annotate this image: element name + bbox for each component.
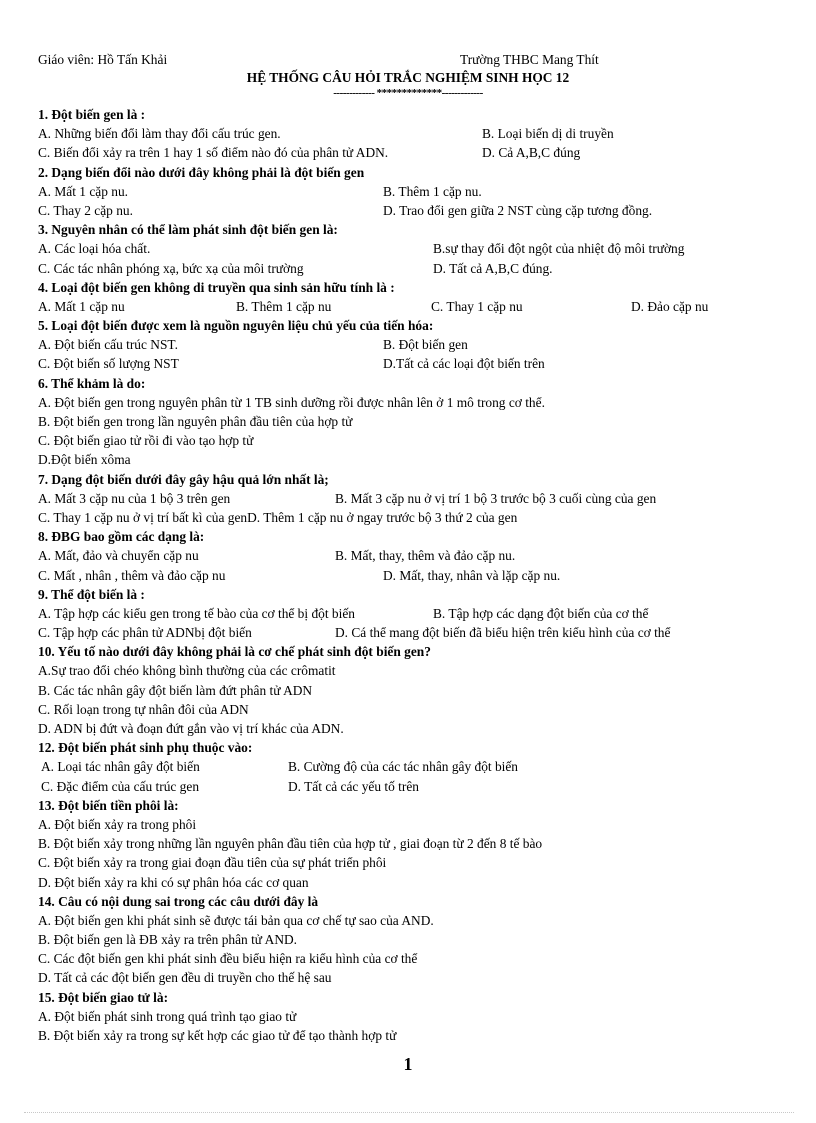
answer-option: A. Những biến đổi làm thay đổi cấu trúc gen. [38,126,281,142]
answer-option: B. Đột biến gen [383,337,468,353]
question-block [38,374,778,470]
question-stem: 12. Đột biến phát sinh phụ thuộc vào: [38,740,253,756]
answer-option: B. Đột biến gen là ĐB xảy ra trên phân tử AND. [38,932,298,948]
answer-option: C. Thay 2 cặp nu. [38,202,133,218]
teacher-name: Giáo viên: Hồ Tấn Khải [38,52,168,67]
answer-option: C. Thay 1 cặp nu [431,298,523,314]
question-block [38,163,778,221]
question-block [38,470,778,528]
question-stem: 3. Nguyên nhân có thể làm phát sinh đột biến gen là: [38,222,338,238]
answer-option: C. Biến đổi xảy ra trên 1 hay 1 số điểm nào đó của phân tử ADN. [38,145,389,161]
answer-row [38,239,778,258]
answer-option: C. Thay 1 cặp nu ở vị trí bất kì của genD. Thêm 1 cặp nu ở ngay trước bộ 3 thứ 2 của gen [38,509,518,525]
answer-option: A. Đột biến cấu trúc NST. [38,337,178,353]
answer-option: C. Đột biến giao tử rồi đi vào tạo hợp tử [38,433,254,449]
answer-option: C. Tập hợp các phân tử ADNbị đột biến [38,625,252,641]
answer-option: D. Tất cả các yếu tố trên [288,778,419,794]
document-page [38,52,778,1045]
answer-option: A.Sự trao đổi chéo không bình thường của các crômatit [38,663,336,679]
answer-row [38,201,778,220]
answer-row [38,259,778,278]
answer-option: B. Các tác nhân gây đột biến làm đứt phân tử ADN [38,682,313,698]
answer-row [38,508,778,527]
answer-option: B. Đột biến xảy ra trong sự kết hợp các giao tử để tạo thành hợp tử [38,1028,397,1043]
question-stem: 6. Thể khảm là do: [38,375,146,391]
answer-option: A. Đột biến xảy ra trong phôi [38,816,197,832]
answer-row [38,182,778,201]
answer-option: D. Tất cả A,B,C đúng. [433,260,553,276]
answer-option: A. Mất 1 cặp nu [38,298,125,314]
answer-option: A. Đột biến phát sinh trong quá trình tạo giao tử [38,1008,297,1024]
answer-option: C. Rối loạn trong tự nhân đôi của ADN [38,701,249,717]
question-stem: 10. Yếu tố nào dưới đây không phải là cơ chế phát sinh đột biến gen? [38,644,431,660]
question-block [38,585,778,643]
answer-option: A. Tập hợp các kiểu gen trong tế bào của cơ thể bị đột biến [38,605,355,621]
question-stem: 7. Dạng đột biến dưới đây gây hậu quả lớn nhất là; [38,471,329,487]
answer-option: B. Cường độ của các tác nhân gây đột biến [288,759,519,775]
answer-row [38,623,778,642]
answer-option: C. Mất , nhân , thêm và đảo cặp nu [38,567,226,583]
answer-option: B. Mất 3 cặp nu ở vị trí 1 bộ 3 trước bộ 3 cuối cùng của gen [335,490,657,506]
header-row [38,52,778,68]
question-list [38,105,778,1045]
question-block [38,892,778,988]
answer-option: D. ADN bị đứt và đoạn đứt gắn vào vị trí khác của ADN. [38,721,344,736]
question-stem: 4. Loại đột biến gen không di truyền qua sinh sản hữu tính là : [38,279,395,295]
answer-option: C. Đột biến xảy ra trong giai đoạn đầu tiên của sự phát triển phôi [38,855,387,871]
answer-row [38,757,778,776]
question-stem: 1. Đột biến gen là : [38,107,146,122]
answer-option: D.Đột biến xôma [38,452,131,468]
answer-row [38,546,778,565]
answer-option: A. Mất 3 cặp nu của 1 bộ 3 trên gen [38,490,231,506]
question-stem: 14. Câu có nội dung sai trong các câu dưới đây là [38,893,319,909]
answer-option: D. Mất, thay, nhân và lặp cặp nu. [383,567,561,583]
school-name: Trường THBC Mang Thít [460,52,599,67]
question-block [38,220,778,278]
question-block [38,738,778,796]
answer-row [38,143,778,162]
question-stem: 15. Đột biến giao tử là: [38,989,169,1005]
question-block [38,796,778,892]
answer-option: B. Mất, thay, thêm và đảo cặp nu. [335,548,516,564]
answer-option: D. Cả A,B,C đúng [482,145,581,161]
question-stem: 9. Thể đột biến là : [38,586,145,602]
answer-option: D. Đột biến xảy ra khi có sự phân hóa các cơ quan [38,874,309,890]
answer-row [38,777,778,796]
answer-option: C. Các đột biến gen khi phát sinh đều biểu hiện ra kiểu hình của cơ thể [38,951,418,967]
answer-option: A. Đột biến gen trong nguyên phân từ 1 TB sinh dưỡng rồi được nhân lên ở 1 mô trong cơ thể. [38,394,545,410]
answer-option: B. Đột biến gen trong lần nguyên phân đầu tiên của hợp tử [38,414,353,429]
question-stem: 13. Đột biến tiền phôi là: [38,797,179,813]
answer-row [38,354,778,373]
page-bottom-rule [24,1112,794,1113]
answer-option: A. Đột biến gen khi phát sinh sẽ được tái bản qua cơ chế tự sao của AND. [38,912,434,928]
question-block [38,105,778,163]
answer-option: A. Các loại hóa chất. [38,241,151,257]
question-block [38,642,778,738]
answer-row [38,124,778,143]
question-stem: 2. Dạng biến đổi nào dưới đây không phải là đột biến gen [38,164,365,180]
answer-option: D. Đảo cặp nu [631,298,709,314]
page-number: 1 [403,1054,413,1074]
answer-option: B.sự thay đổi đột ngột của nhiệt độ môi trường [433,241,685,257]
answer-option: B. Đột biến xảy trong những lần nguyên phân đầu tiên của hợp tử , giai đoạn từ 2 đến 8 tế bào [38,836,543,852]
answer-row [38,335,778,354]
answer-option: A. Mất 1 cặp nu. [38,183,128,199]
answer-row [38,604,778,623]
document-title: HỆ THỐNG CÂU HỎI TRẮC NGHIỆM SINH HỌC 12 [246,70,570,85]
question-block [38,988,778,1046]
answer-option: B. Tập hợp các dạng đột biến của cơ thể [433,605,649,621]
question-block [38,316,778,374]
answer-option: D. Cá thể mang đột biến đã biểu hiện trên kiểu hình của cơ thể [335,625,671,641]
answer-option: D.Tất cả các loại đột biến trên [383,356,545,372]
answer-option: C. Đặc điểm của cấu trúc gen [41,778,200,794]
answer-option: D. Tất cả các đột biến gen đều di truyền cho thế hệ sau [38,970,332,986]
answer-option: C. Các tác nhân phóng xạ, bức xạ của môi trường [38,260,304,276]
question-block [38,278,778,316]
answer-row [38,566,778,585]
answer-option: D. Trao đổi gen giữa 2 NST cùng cặp tương đồng. [383,202,653,218]
answer-option: B. Thêm 1 cặp nu. [383,183,482,199]
answer-row [38,297,778,316]
question-block [38,527,778,585]
question-stem: 5. Loại đột biến được xem là nguồn nguyên liệu chủ yếu của tiến hóa: [38,318,434,334]
answer-option: B. Loại biến dị di truyền [482,126,614,142]
title-separator: ------------- *************------------- [333,87,483,99]
answer-option: A. Mất, đảo và chuyển cặp nu [38,548,199,564]
answer-option: C. Đột biến số lượng NST [38,356,179,372]
answer-row [38,489,778,508]
question-stem: 8. ĐBG bao gồm các dạng là: [38,529,205,545]
answer-option: B. Thêm 1 cặp nu [236,298,332,314]
answer-option: A. Loại tác nhân gây đột biến [41,759,200,775]
